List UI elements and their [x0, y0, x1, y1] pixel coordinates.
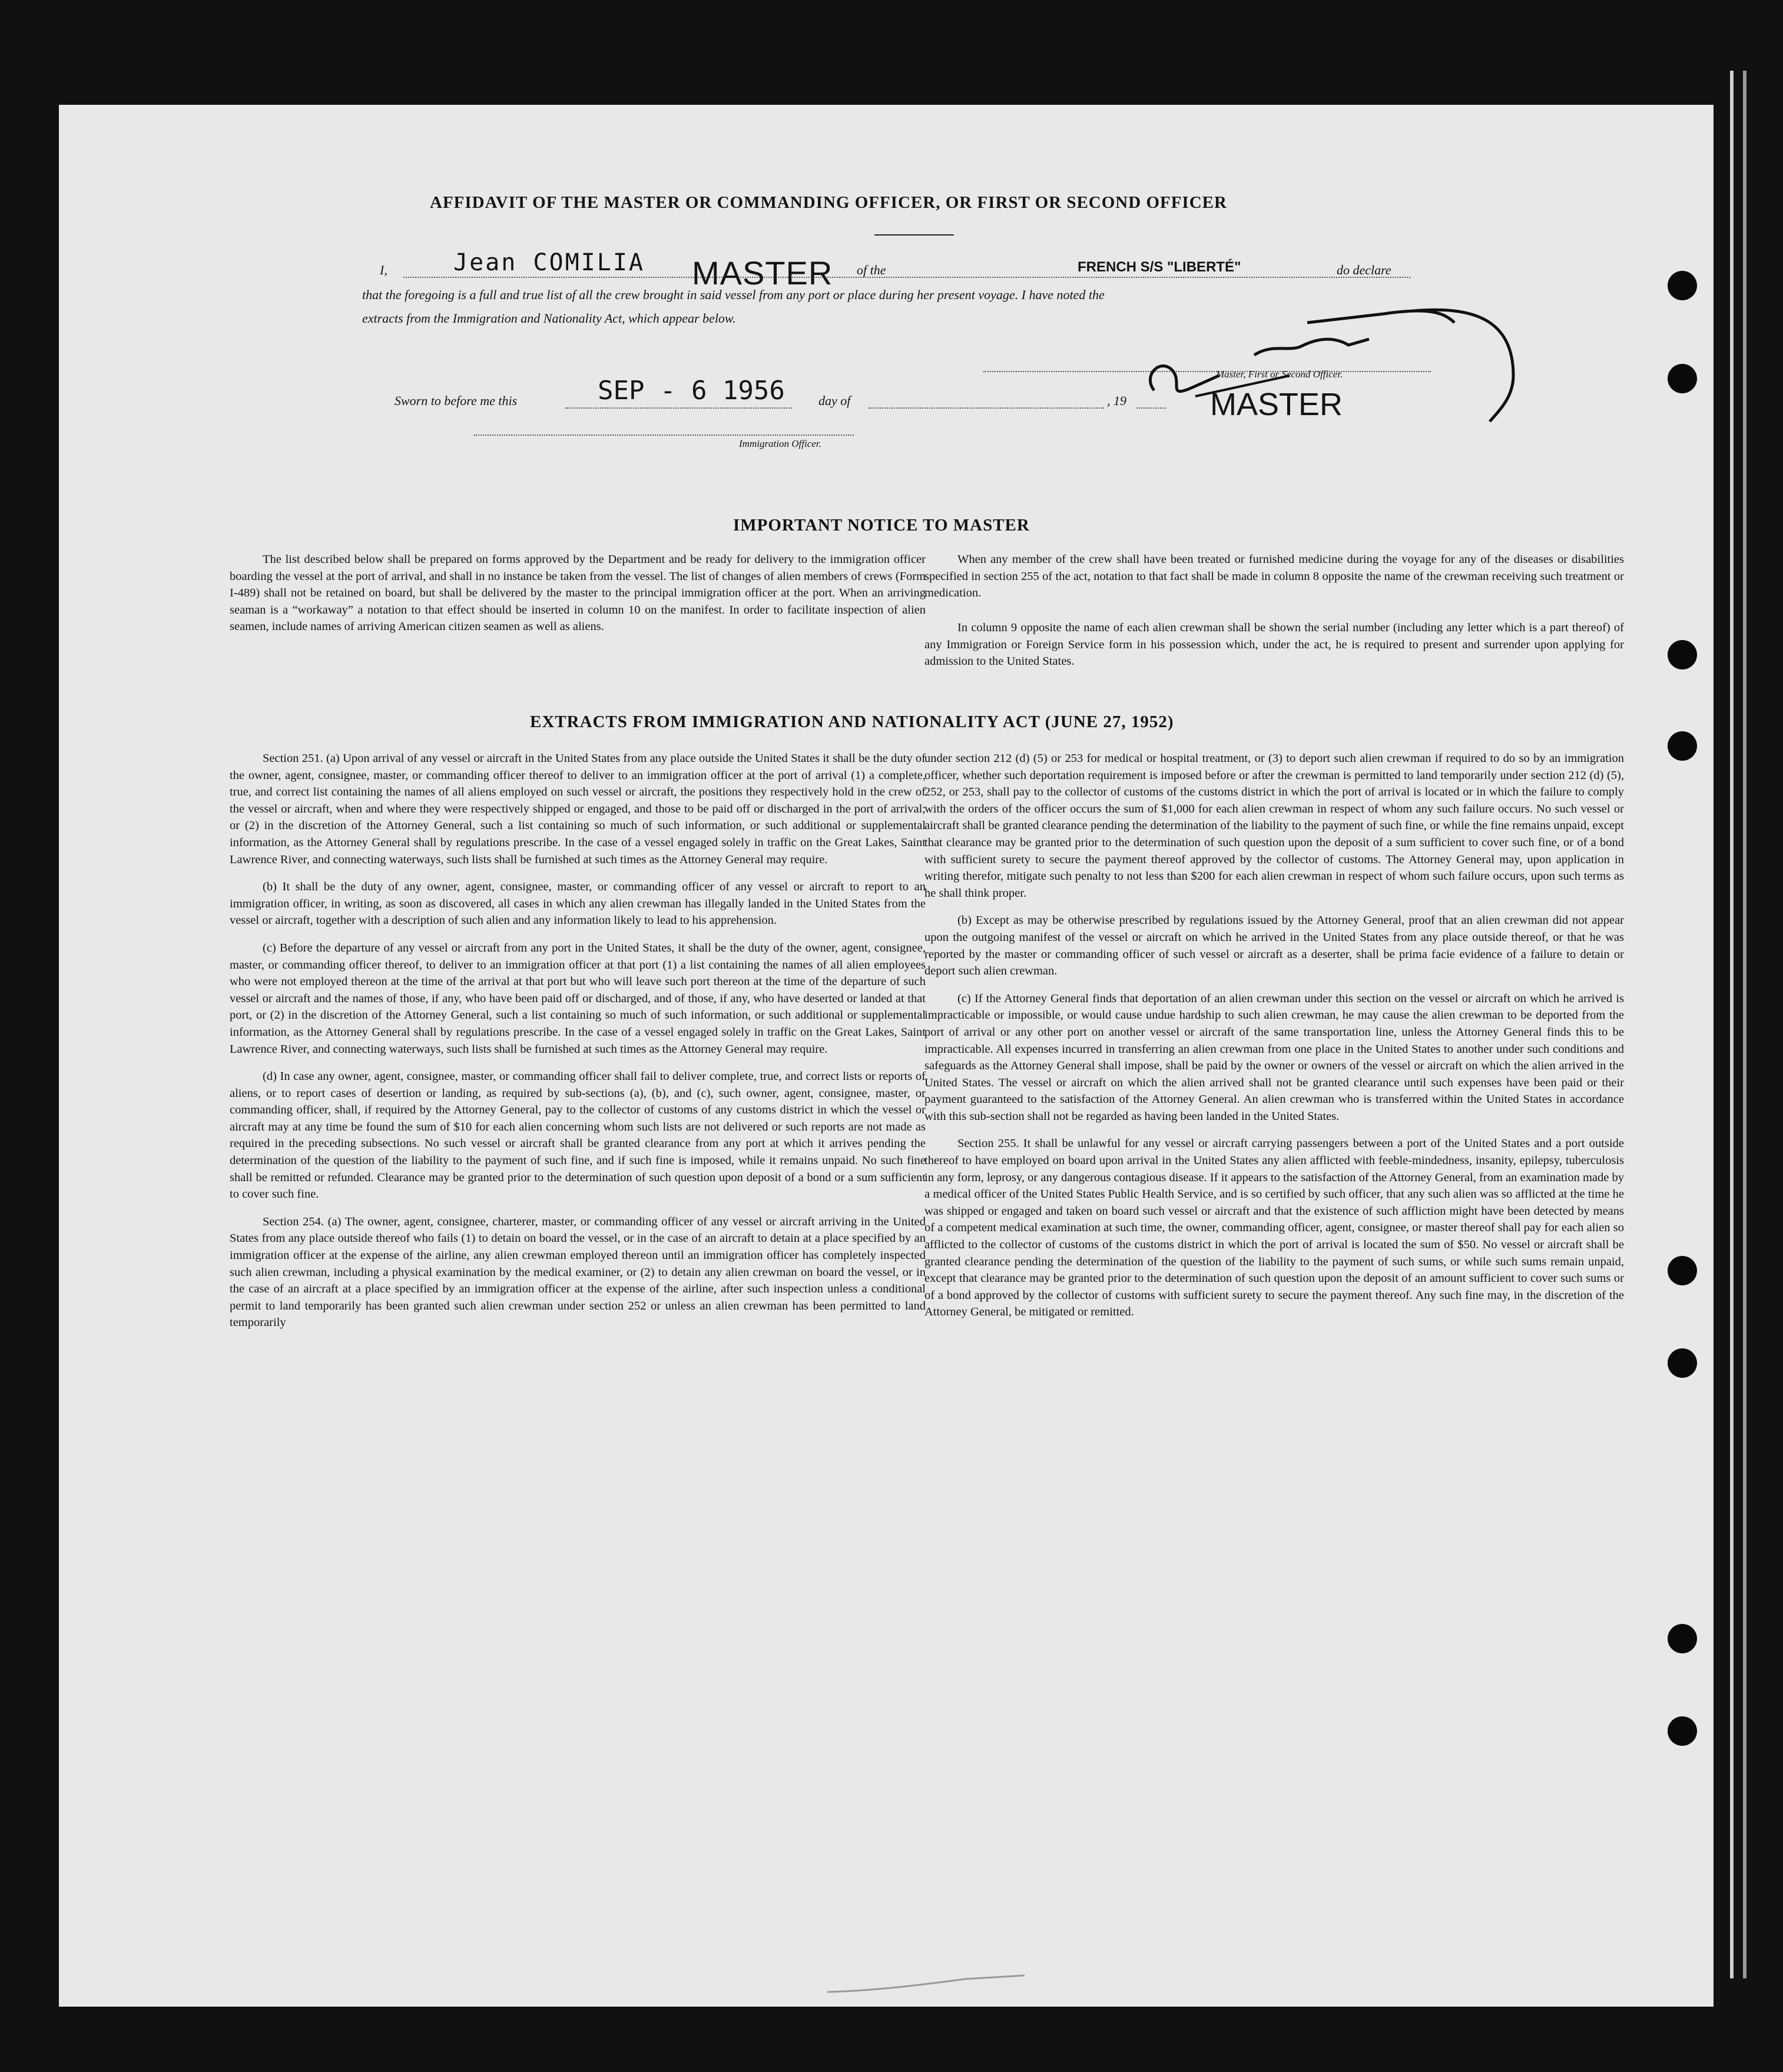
- sworn-date-stamp: SEP - 6 1956: [598, 376, 785, 406]
- binder-hole-6: [1668, 1348, 1697, 1378]
- day-of-label: day of: [818, 393, 851, 408]
- section-251a: Section 251. (a) Upon arrival of any vessel or aircraft in the United States from any place outside the United States it shall be the duty of the owner, agent, consignee, master, or commanding officer thereof to deliver to an immigration officer at the port of arrival (1) a complete, true, and correct list containing the names of all aliens employed on such vessel or aircraft, the positions they respectively hold in the crew of the vessel or aircraft, when and where they were respectively shipped or engaged, and those to be paid off or discharged in the port of arrival; or (2) in the discretion of the Attorney General, such a list containing so much of such information, or such additional or supplemental information, as the Attorney General shall by regulations prescribe. In the case of a vessel engaged solely in traffic on the Great Lakes, Saint Lawrence River, and connecting waterways, such lists shall be furnished at such times as the Attorney General may require.: [230, 752, 926, 866]
- page-edge-dark: [1743, 71, 1746, 1978]
- vessel-line: [910, 277, 1410, 278]
- section-254c: (c) If the Attorney General finds that deportation of an alien crewman under this section on the vessel or aircraft on which he arrived is impracticable or impossible, or would cause undue hardship to such alien crewman, he may cause the alien crewman to be deported from the port of arrival or any other port on another vessel or aircraft of the same transportation line, unless the Attorney General finds this to be impracticable. All expenses incurred in transferring an alien crewman from one place in the United States to another under such conditions and safeguards as the Attorney General shall impose, shall be paid by the owner or owners of the vessel or aircraft on which the alien arrived in the United States. The vessel or aircraft on which the alien arrived shall not be granted clearance until such expenses have been paid or their payment guaranteed to the satisfaction of the Attorney General. An alien crewman who is transferred within the United States in accordance with this sub-section shall not be regarded as having been landed in the United States.: [924, 992, 1624, 1123]
- signer-title-stamp: MASTER: [1210, 387, 1343, 422]
- section-255: Section 255. It shall be unlawful for any vessel or aircraft carrying passengers between a port of the United States and a port outside thereof to have employed on board upon arrival in the United States any alien afflicted with feeble-mindedness, insanity, epilepsy, tuberculosis in any form, leprosy, or any dangerous contagious disease. If it appears to the satisfaction of the Attorney General, from an examination made by a medical officer of the United States Public Health Service, and is so certified by such officer, that any such alien was so afflicted at the time he was shipped or engaged and taken on board such vessel or aircraft and that the existence of such affliction might have been detected by means of a competent medical examination at such time, the owner, commanding officer, agent, consignee, or master thereof shall pay for each alien so afflicted to the collector of customs of the customs district in which the port of arrival is located the sum of $50. No vessel or aircraft shall be granted clearance pending the determination of the question of the liability to the payment of such sums, or while such sums remain unpaid, except that clearance may be granted prior to the determination of such question upon the deposit of an amount sufficient to cover such sums or of a bond approved by the collector of customs with sufficient surety to secure the payment thereof. Any such fine may, in the discretion of the Attorney General, be mitigated or remitted.: [924, 1137, 1624, 1319]
- binder-hole-1: [1668, 271, 1697, 300]
- sworn-date-line: [565, 407, 792, 409]
- notice-title: IMPORTANT NOTICE TO MASTER: [733, 516, 1030, 535]
- section-251d: (d) In case any owner, agent, consignee, master, or commanding officer shall fail to deliver complete, true, and correct lists or reports of aliens, or to report cases of desertion or landing, as required by sub-sections (a), (b), and (c), such owner, agent, consignee, master, or commanding officer, shall, if required by the Attorney General, pay to the collector of customs of any customs district in which the vessel or aircraft may at any time be found the sum of $10 for each alien concerning whom such lists are not delivered or such reports are not made as required in the preceding subsections. No such vessel or aircraft shall be granted clearance from any port at which it arrives pending the determination of the question of the liability to the payment of such fine, and if such fine is imposed, while it remains unpaid. No such fine shall be remitted or refunded. Clearance may be granted prior to the determination of such question upon deposit of a bond or a sum sufficient to cover such fine.: [230, 1070, 926, 1201]
- extracts-left-column: [230, 750, 926, 1342]
- year-prefix: , 19: [1107, 393, 1126, 408]
- master-rank-stamp: MASTER: [692, 254, 833, 291]
- bottom-scratch-mark: [824, 1974, 1030, 1998]
- notice-right-paragraph-1: When any member of the crew shall have been treated or furnished medicine during the voyage for any of the diseases or disabilities specified in section 255 of the act, notation to that fact shall be made in column 8 opposite the name of the crewman receiving such treatment or medication.: [924, 553, 1624, 600]
- title-rule: [874, 234, 954, 236]
- immigration-officer-caption: Immigration Officer.: [739, 438, 821, 449]
- notice-right-paragraph-2: In column 9 opposite the name of each alien crewman shall be shown the serial number (including any letter which is a part thereof) of any Immigration or Foreign Service form in his possession which, under the act, he is required to present and surrender upon applying for admission to the United States.: [924, 621, 1624, 668]
- notice-left-paragraph: The list described below shall be prepared on forms approved by the Department and be ready for delivery to the immigration officer boarding the vessel at the port of arrival, and shall in no instance be taken from the vessel. The list of changes of alien members of crews (Form I-489) shall not be retained on board, but shall be delivered by the master to the principal immigration officer at the port. When an arriving seaman is a “workaway” a notation to that effect should be inserted in column 10 on the manifest. In order to facilitate inspection of alien seamen, include names of arriving American citizen seamen as well as aliens.: [230, 553, 926, 634]
- extracts-title: EXTRACTS FROM IMMIGRATION AND NATIONALITY ACT (JUNE 27, 1952): [530, 712, 1174, 731]
- page-edge-light: [1730, 71, 1734, 1978]
- vessel-name: FRENCH S/S "LIBERTÉ": [1078, 259, 1241, 275]
- declaration-line-3: extracts from the Immigration and Nationality Act, which appear below.: [362, 311, 736, 326]
- month-line: [869, 407, 1104, 409]
- section-251b: (b) It shall be the duty of any owner, agent, consignee, master, or commanding officer of any vessel or aircraft to report to an immigration officer, in writing, as soon as discovered, all cases in which any alien crewman has illegally landed in the United States from the vessel or aircraft, together with a description of such alien and any information likely to lead to his apprehension.: [230, 880, 926, 927]
- master-name: Jean COMILIA: [453, 249, 645, 276]
- binder-hole-5: [1668, 1256, 1697, 1285]
- extracts-right-column: [924, 750, 1624, 1331]
- i-label: I,: [380, 263, 387, 277]
- sworn-label: Sworn to before me this: [395, 393, 518, 408]
- section-254a-continued: under section 212 (d) (5) or 253 for medical or hospital treatment, or (3) to deport such alien crewman if required to do so by an immigration officer, whether such deportation requirement is imposed before or after the crewman is permitted to land temporarily under section 212 (d) (5), 252, or 253, shall pay to the collector of customs of the customs district in which the port of arrival is located or in which the failure to comply with the orders of the officer occurs the sum of $1,000 for each alien crewman in respect of whom any such failure occurs. No such vessel or aircraft shall be granted clearance pending the determination of the liability to the payment of such fine, or while the fine remains unpaid, except that clearance may be granted prior to the determination of such question upon the deposit of a sum sufficient to cover such fine, or of a bond with sufficient surety to secure the payment thereof approved by the collector of customs. The Attorney General may, upon application in writing therefor, mitigate such penalty to not less than $200 for each alien crewman in respect of whom such failure occurs, upon such terms as he shall think proper.: [924, 752, 1624, 900]
- document-page: [59, 105, 1714, 2007]
- affidavit-title: AFFIDAVIT OF THE MASTER OR COMMANDING OFFICER, OR FIRST OR SECOND OFFICER: [430, 193, 1227, 212]
- do-declare-label: do declare: [1337, 263, 1391, 277]
- section-254a: Section 254. (a) The owner, agent, consignee, charterer, master, or commanding officer of any vessel or aircraft arriving in the United States from any place outside thereof who fails (1) to detain on board the vessel, or in the case of an aircraft to detain at a place specified by an immigration officer at the expense of the airline, any alien crewman employed thereon until an immigration officer has completely inspected such alien crewman, including a physical examination by the medical examiner, or (2) to detain any alien crewman on board the vessel, or in the case of an aircraft at a place specified by an immigration officer at the expense of the airline, after such inspection unless a conditional permit to land temporarily has been granted such alien crewman under section 252 or unless an alien crewman has been permitted to land temporarily: [230, 1215, 926, 1330]
- binder-hole-8: [1668, 1716, 1697, 1746]
- binder-hole-3: [1668, 640, 1697, 669]
- binder-hole-4: [1668, 731, 1697, 761]
- signature: [1136, 287, 1578, 423]
- binder-hole-2: [1668, 364, 1697, 393]
- declaration-line-2: that the foregoing is a full and true list of all the crew brought in said vessel from any port or place during her present voyage. I have noted the: [362, 287, 1105, 302]
- binder-hole-7: [1668, 1624, 1697, 1653]
- section-254b: (b) Except as may be otherwise prescribed by regulations issued by the Attorney General, proof that an alien crewman did not appear upon the outgoing manifest of the vessel or aircraft on which he arrived in the United States from any place outside thereof, or that he was reported by the master or commanding officer of such vessel or aircraft as a deserter, shall be prima facie evidence of a failure to detain or deport such alien crewman.: [924, 914, 1624, 978]
- of-the-label: of the: [857, 263, 886, 277]
- officer-caption: Master, First or Second Officer.: [1216, 369, 1343, 380]
- name-line: [403, 277, 916, 278]
- section-251c: (c) Before the departure of any vessel or aircraft from any port in the United States, it shall be the duty of the owner, agent, consignee, master, or commanding officer thereof, to deliver to an immigration officer at that port (1) a list containing the names of all alien employees who were not employed thereon at the time of the arrival at that port but who will leave such port thereon at the time of the departure of such vessel or aircraft and the names of those, if any, who have been paid off or discharged, and of those, if any, who have deserted or landed at that port, or (2) in the discretion of the Attorney General, such a list containing so much of such information, or such additional or supplemental information, as the Attorney General shall by regulations prescribe. In the case of a vessel engaged solely in traffic on the Great Lakes, Saint Lawrence River, and connecting waterways, such lists shall be furnished at such times as the Attorney General may require.: [230, 941, 926, 1056]
- immigration-officer-line: [474, 435, 854, 436]
